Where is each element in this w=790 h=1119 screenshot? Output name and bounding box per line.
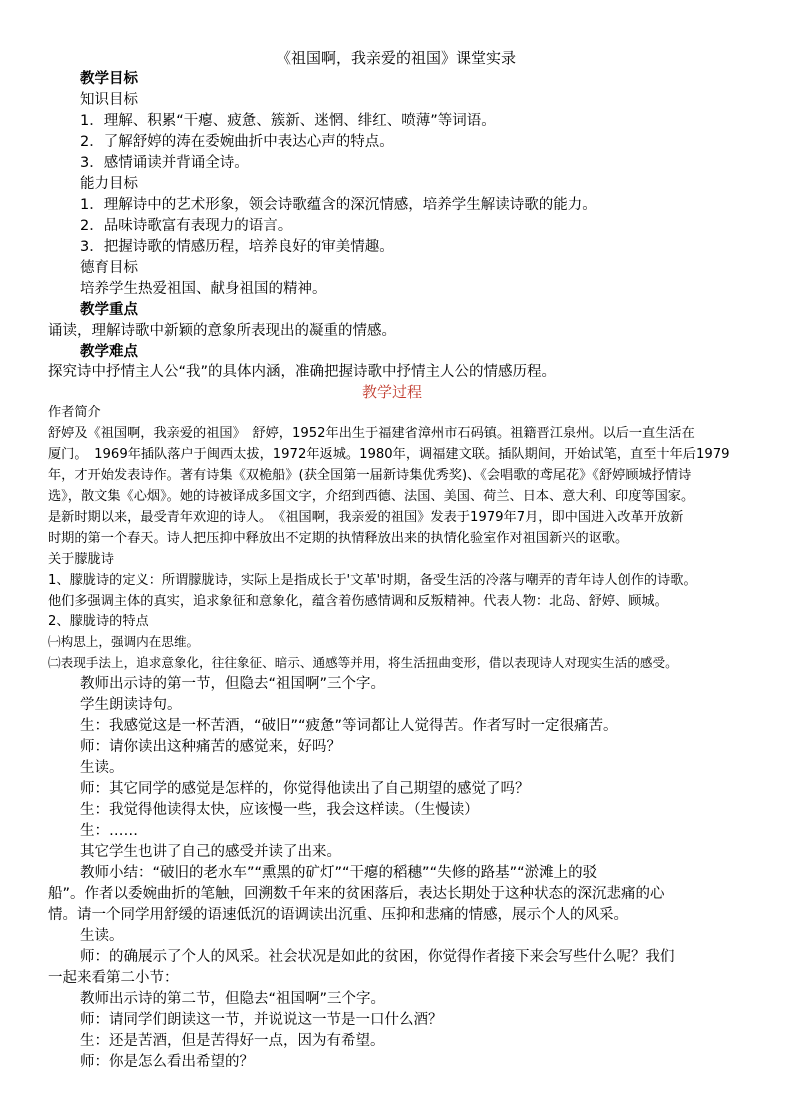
ability-item: 3．把握诗歌的情感历程，培养良好的审美情趣。 xyxy=(80,239,394,255)
objectives-heading: 教学目标 xyxy=(80,71,138,87)
knowledge-heading: 知识目标 xyxy=(80,92,138,108)
dialogue-line: 师：请同学们朗读这一节，并说说这一节是一口什么酒？ xyxy=(80,1012,443,1028)
menglong-feature: ㈠构思上，强调内在思维。 xyxy=(48,634,200,649)
menglong-definition: 1、朦胧诗的定义：所谓朦胧诗，实际上是指成长于'文革'时期，备受生活的冷落与嘲弄的青年诗人创作的诗歌。 xyxy=(48,573,697,588)
dialogue-line: 师：你是怎么看出希望的？ xyxy=(80,1054,254,1070)
menglong-definition: 他们多强调主体的真实，追求象征和意象化，蕴含着伤感情调和反叛精神。代表人物：北岛、舒婷、顾城。 xyxy=(48,594,668,609)
dialogue-line: 师：的确展示了个人的风采。社会状况是如此的贫困，你觉得作者接下来会写些什么呢？我们 xyxy=(80,949,675,965)
dialogue-line: 生：我感觉这是一杯苦酒，“破旧”“疲惫”等词都让人觉得苦。作者写时一定很痛苦。 xyxy=(80,718,618,734)
menglong-feature: ㈡表现手法上，追求意象化，往往象征、暗示、通感等并用，将生活扭曲变形，借以表现诗人对现实生活的感受。 xyxy=(48,655,678,670)
author-heading: 作者简介 xyxy=(48,405,101,420)
key-point-heading: 教学重点 xyxy=(80,302,138,318)
dialogue-line: 师：其它同学的感觉是怎样的，你觉得他读出了自己期望的感觉了吗？ xyxy=(80,781,530,797)
key-point-text: 诵读，理解诗歌中新颖的意象所表现出的凝重的情感。 xyxy=(48,323,396,339)
dialogue-line: 生：还是苦酒，但是苦得好一点，因为有希望。 xyxy=(80,1033,385,1049)
knowledge-item: 2．了解舒婷的涛在委婉曲折中表达心声的特点。 xyxy=(80,134,394,150)
knowledge-item: 1．理解、积累“干瘪、疲惫、簇新、迷惘、绯红、喷薄”等词语。 xyxy=(80,113,496,129)
difficulty-heading: 教学难点 xyxy=(80,344,138,360)
author-line: 时期的第一个春天。诗人把压抑中释放出不定期的执情释放出来的执情化验室作对祖国新兴的讴歌。 xyxy=(48,531,629,546)
dialogue-line: 生：我觉得他读得太快，应该慢一些，我会这样读。（生慢读） xyxy=(80,802,479,818)
dialogue-line: 师：请你读出这种痛苦的感觉来，好吗？ xyxy=(80,739,341,755)
dialogue-line: 情。请一个同学用舒缓的语速低沉的语调读出沉重、压抑和悲痛的情感，展示个人的风采。 xyxy=(48,907,628,923)
moral-text: 培养学生热爱祖国、献身祖国的精神。 xyxy=(80,281,327,297)
author-line: 年，才开始发表诗作。著有诗集《双桅船》(获全国第一届新诗集优秀奖)、《会唱歌的鸢尾花》《舒婷顾城抒情诗 xyxy=(48,468,692,483)
dialogue-line: 其它学生也讲了自己的感受并读了出来。 xyxy=(80,844,341,860)
process-heading: 教学过程 xyxy=(362,383,423,401)
dialogue-line: 教师出示诗的第一节，但隐去“祖国啊”三个字。 xyxy=(80,676,386,692)
dialogue-line: 学生朗读诗句。 xyxy=(80,697,182,713)
menglong-features-heading: 2、朦胧诗的特点 xyxy=(48,614,149,629)
dialogue-line: 生：…… xyxy=(80,823,138,839)
difficulty-text: 探究诗中抒情主人公“我”的具体内涵，准确把握诗歌中抒情主人公的情感历程。 xyxy=(48,364,557,380)
dialogue-line: 教师小结：“破旧的老水车”“熏黑的矿灯”“干瘪的稻穗”“失修的路基”“淤滩上的驳 xyxy=(80,865,598,881)
ability-item: 1．理解诗中的艺术形象，领会诗歌蕴含的深沉情感，培养学生解读诗歌的能力。 xyxy=(80,197,597,213)
dialogue-line: 一起来看第二小节： xyxy=(48,970,179,986)
ability-heading: 能力目标 xyxy=(80,176,138,192)
dialogue-line: 船”。作者以委婉曲折的笔触，回溯数千年来的贫困落后，表达长期处于这种状态的深沉悲痛的心 xyxy=(48,886,665,902)
moral-heading: 德育目标 xyxy=(80,260,138,276)
author-line: 选》，散文集《心烟》。她的诗被译成多国文字，介绍到西德、法国、美国、荷兰、日本、意大利、印度等国家。 xyxy=(48,489,695,504)
author-line: 厦门。 1969年插队落户于闽西太拔，1972年返城。1980年，调福建文联。插队期间，开始试笔，直至十年后1979 xyxy=(48,447,730,462)
dialogue-line: 生读。 xyxy=(80,760,124,776)
author-line: 舒婷及《祖国啊，我亲爱的祖国》 舒婷，1952年出生于福建省漳州市石码镇。祖籍晋江泉州。以后一直生活在 xyxy=(48,426,695,441)
dialogue-line: 生读。 xyxy=(80,928,124,944)
menglong-heading: 关于朦胧诗 xyxy=(48,552,114,567)
author-line: 是新时期以来，最受青年欢迎的诗人。 《祖国啊，我亲爱的祖国》发表于1979年7月，即中国进入改革开放新 xyxy=(48,510,684,525)
document-title: 《祖国啊，我亲爱的祖国》课堂实录 xyxy=(276,49,517,67)
dialogue-line: 教师出示诗的第二节，但隐去“祖国啊”三个字。 xyxy=(80,991,386,1007)
knowledge-item: 3．感情诵读并背诵全诗。 xyxy=(80,155,249,171)
ability-item: 2．品味诗歌富有表现力的语言。 xyxy=(80,218,293,234)
